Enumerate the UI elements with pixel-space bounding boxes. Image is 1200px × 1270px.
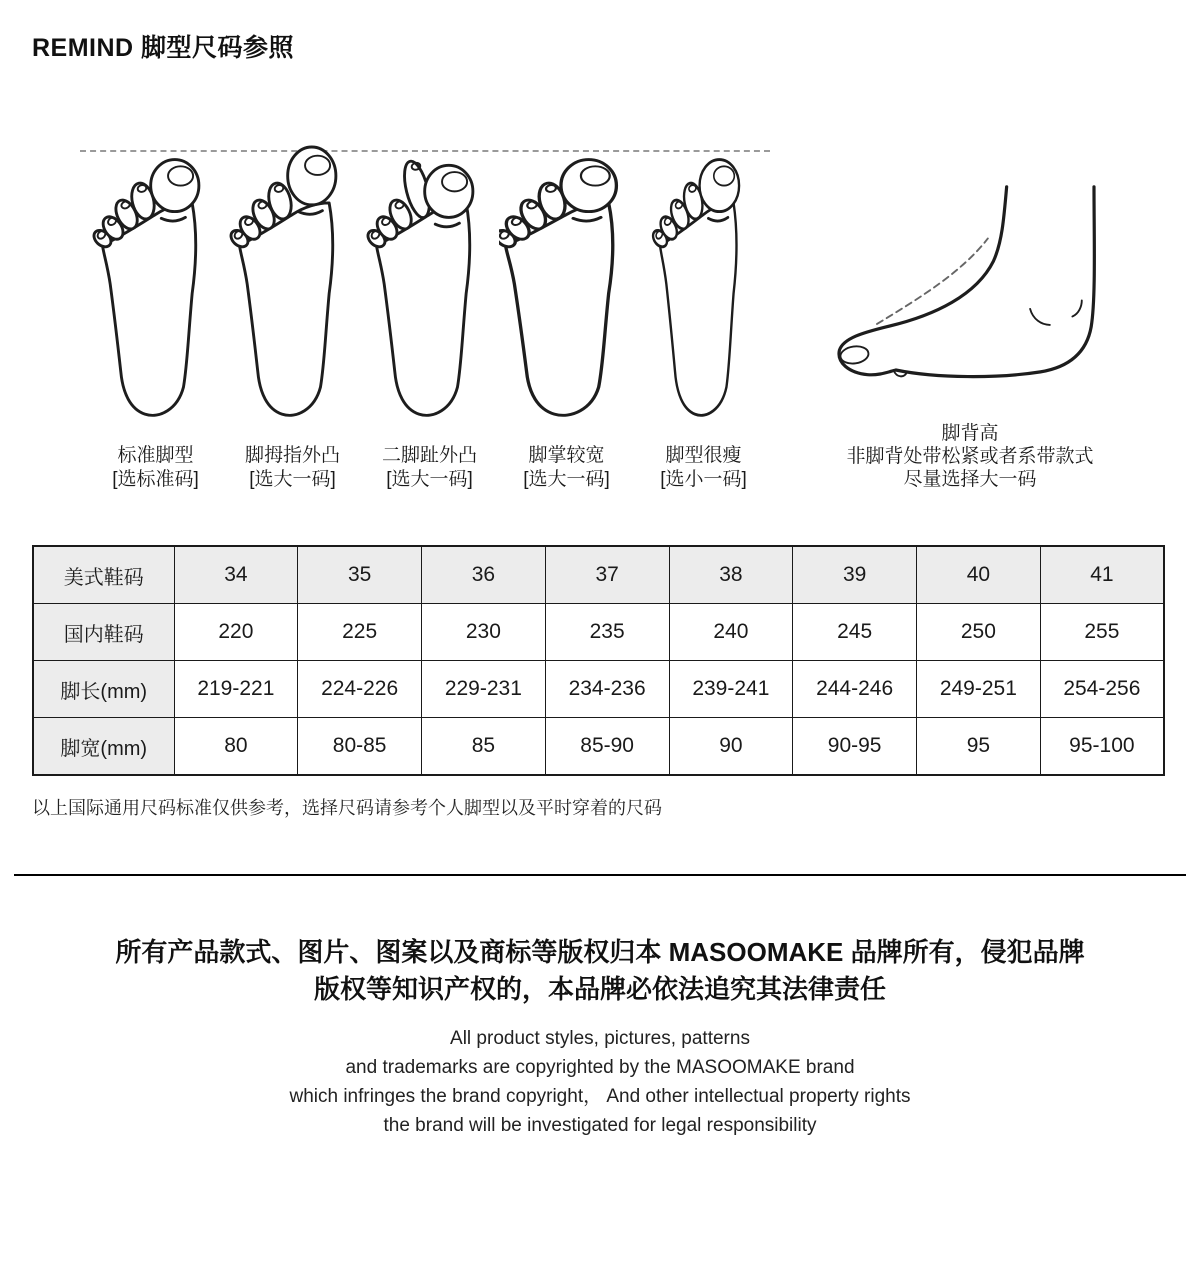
size-cell: 229-231 — [422, 661, 546, 718]
foot-type-diagrams — [32, 132, 1168, 499]
feet-columns — [32, 132, 1168, 492]
copyright-zh-line1: 所有产品款式、图片、图案以及商标等版权归本 MASOOMAKE 品牌所有，侵犯品牌 — [115, 937, 1085, 967]
side-foot-caption-line3: 尽量选择大一码 — [903, 468, 1037, 490]
size-cell: 255 — [1040, 604, 1164, 661]
size-row-label: 脚长(mm) — [33, 661, 174, 718]
size-cell: 90 — [669, 718, 793, 776]
high-instep-side-foot-icon — [815, 184, 1125, 386]
size-row-label: 脚宽(mm) — [33, 718, 174, 776]
size-cell: 250 — [917, 604, 1041, 661]
big-toe-out-foot-icon — [225, 142, 360, 422]
side-foot-caption-line1: 脚背高 — [941, 422, 999, 444]
size-cell: 36 — [422, 546, 546, 604]
foot-type-label: 二脚趾外凸 [选大一码] — [381, 445, 477, 490]
size-cell: 80 — [174, 718, 298, 776]
foot-type-figure — [87, 132, 224, 492]
copyright-en-line: which infringes the brand copyright， And other intellectual property rights — [289, 1086, 911, 1107]
size-cell: 34 — [174, 546, 298, 604]
size-row-label: 美式鞋码 — [33, 546, 174, 604]
size-cell: 244-246 — [793, 661, 917, 718]
copyright-en-line: All product styles, pictures, patterns — [450, 1028, 750, 1049]
size-row-label: 国内鞋码 — [33, 604, 174, 661]
size-cell: 225 — [298, 604, 422, 661]
wide-foot-icon — [499, 142, 634, 422]
copyright-zh — [32, 934, 1168, 1008]
foot-type-label: 标准脚型 [选标准码] — [112, 445, 199, 490]
size-cell: 95-100 — [1040, 718, 1164, 776]
size-cell: 220 — [174, 604, 298, 661]
copyright-en — [32, 1024, 1168, 1140]
size-cell: 235 — [545, 604, 669, 661]
foot-type-figure — [224, 132, 361, 492]
foot-type-figure — [635, 132, 772, 492]
size-cell: 38 — [669, 546, 793, 604]
size-cell: 245 — [793, 604, 917, 661]
side-foot-caption-line2: 非脚背处带松紧或者系带款式 — [846, 445, 1094, 467]
foot-type-label: 脚掌较宽 [选大一码] — [523, 445, 610, 490]
size-cell: 224-226 — [298, 661, 422, 718]
size-table-body — [33, 546, 1164, 775]
size-cell: 240 — [669, 604, 793, 661]
size-cell: 95 — [917, 718, 1041, 776]
size-cell: 80-85 — [298, 718, 422, 776]
size-table-row — [33, 604, 1164, 661]
page-title: REMIND 脚型尺码参照 — [32, 34, 295, 62]
size-cell: 90-95 — [793, 718, 917, 776]
foot-type-figure — [498, 132, 635, 492]
size-cell: 230 — [422, 604, 546, 661]
size-cell: 37 — [545, 546, 669, 604]
copyright-zh-line2: 版权等知识产权的，本品牌必依法追究其法律责任 — [313, 974, 886, 1004]
size-table-row — [33, 718, 1164, 776]
foot-type-label: 脚型很瘦 [选小一码] — [660, 445, 747, 490]
size-cell: 41 — [1040, 546, 1164, 604]
size-cell: 85 — [422, 718, 546, 776]
size-cell: 249-251 — [917, 661, 1041, 718]
side-foot-figure — [772, 132, 1168, 491]
second-toe-out-foot-icon — [362, 142, 497, 422]
size-table-row — [33, 661, 1164, 718]
size-cell: 254-256 — [1040, 661, 1164, 718]
size-cell: 234-236 — [545, 661, 669, 718]
copyright-en-line: and trademarks are copyrighted by the MASOOMAKE brand — [345, 1057, 855, 1078]
size-note: 以上国际通用尺码标准仅供参考，选择尺码请参考个人脚型以及平时穿着的尺码 — [32, 798, 662, 818]
foot-type-figure — [361, 132, 498, 492]
size-cell: 35 — [298, 546, 422, 604]
standard-foot-icon — [88, 142, 223, 422]
copyright-en-line: the brand will be investigated for legal responsibility — [383, 1115, 817, 1136]
size-cell: 85-90 — [545, 718, 669, 776]
size-table — [32, 545, 1165, 776]
section-divider — [14, 874, 1186, 876]
size-cell: 219-221 — [174, 661, 298, 718]
size-table-header-row — [33, 546, 1164, 604]
side-foot-caption — [772, 422, 1168, 491]
size-cell: 40 — [917, 546, 1041, 604]
foot-type-label: 脚拇指外凸 [选大一码] — [244, 445, 340, 490]
size-cell: 39 — [793, 546, 917, 604]
thin-foot-icon — [636, 142, 771, 422]
size-cell: 239-241 — [669, 661, 793, 718]
